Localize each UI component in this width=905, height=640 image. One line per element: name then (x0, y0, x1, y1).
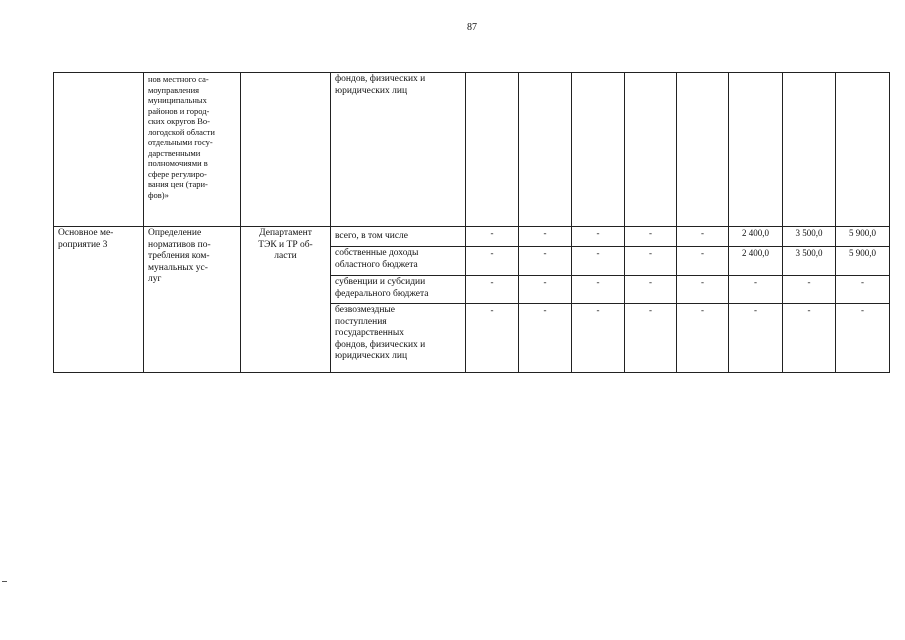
value-cell: - (836, 276, 890, 304)
activity-name-cell-empty (54, 73, 144, 227)
value-cell: - (519, 227, 572, 247)
value-cell: - (572, 304, 625, 373)
value-cell: - (625, 247, 677, 276)
scan-edge-mark (2, 581, 7, 582)
value-cell: - (677, 276, 729, 304)
activity-name: Основное ме- роприятие 3 (54, 227, 144, 373)
executor-cell-empty (241, 73, 331, 227)
value-cell: - (519, 276, 572, 304)
value-cell: - (572, 276, 625, 304)
value-cell: - (625, 227, 677, 247)
value-cell: - (677, 227, 729, 247)
funding-source: собственные доходы областного бюджета (331, 247, 466, 276)
value-cell: - (572, 227, 625, 247)
page-number: 87 (467, 22, 477, 33)
value-cell: 3 500,0 (783, 247, 836, 276)
value-cell: - (572, 247, 625, 276)
value-cell: - (729, 304, 783, 373)
value-cell: - (466, 304, 519, 373)
funding-source-continuation: фондов, физических и юридических лиц (331, 73, 466, 227)
value-cell: - (836, 304, 890, 373)
value-cell: 3 500,0 (783, 227, 836, 247)
value-cell: - (729, 276, 783, 304)
value-cell: 2 400,0 (729, 247, 783, 276)
value-cell: 5 900,0 (836, 227, 890, 247)
value-cell: - (677, 247, 729, 276)
value-cell: - (783, 276, 836, 304)
activity-description: Определение нормативов по- требления ком- мунальных ус- луг (144, 227, 241, 373)
funding-source: безвозмездные поступления государственных фондов, физических и юридических лиц (331, 304, 466, 373)
value-cell: 2 400,0 (729, 227, 783, 247)
value-cell: - (466, 247, 519, 276)
value-cell: - (519, 304, 572, 373)
value-cell: - (625, 304, 677, 373)
program-description-continuation: нов местного са- моуправления муниципальных районов и город- ских округов Во- логодской области отдельными госу- дарственными полномочиями в сфере регулиро- вания цен (тари- фов)» (144, 73, 241, 227)
funding-source: всего, в том числе (331, 227, 466, 247)
value-cell: 5 900,0 (836, 247, 890, 276)
value-cell: - (783, 304, 836, 373)
table-row (54, 227, 890, 247)
table-row-continuation (54, 73, 890, 227)
funding-source: субвенции и субсидии федерального бюджета (331, 276, 466, 304)
value-cell: - (625, 276, 677, 304)
funding-table (53, 72, 890, 373)
value-cell: - (466, 276, 519, 304)
activity-executor: Департамент ТЭК и ТР об- ласти (241, 227, 331, 373)
value-cell: - (519, 247, 572, 276)
value-cell: - (677, 304, 729, 373)
value-cell: - (466, 227, 519, 247)
